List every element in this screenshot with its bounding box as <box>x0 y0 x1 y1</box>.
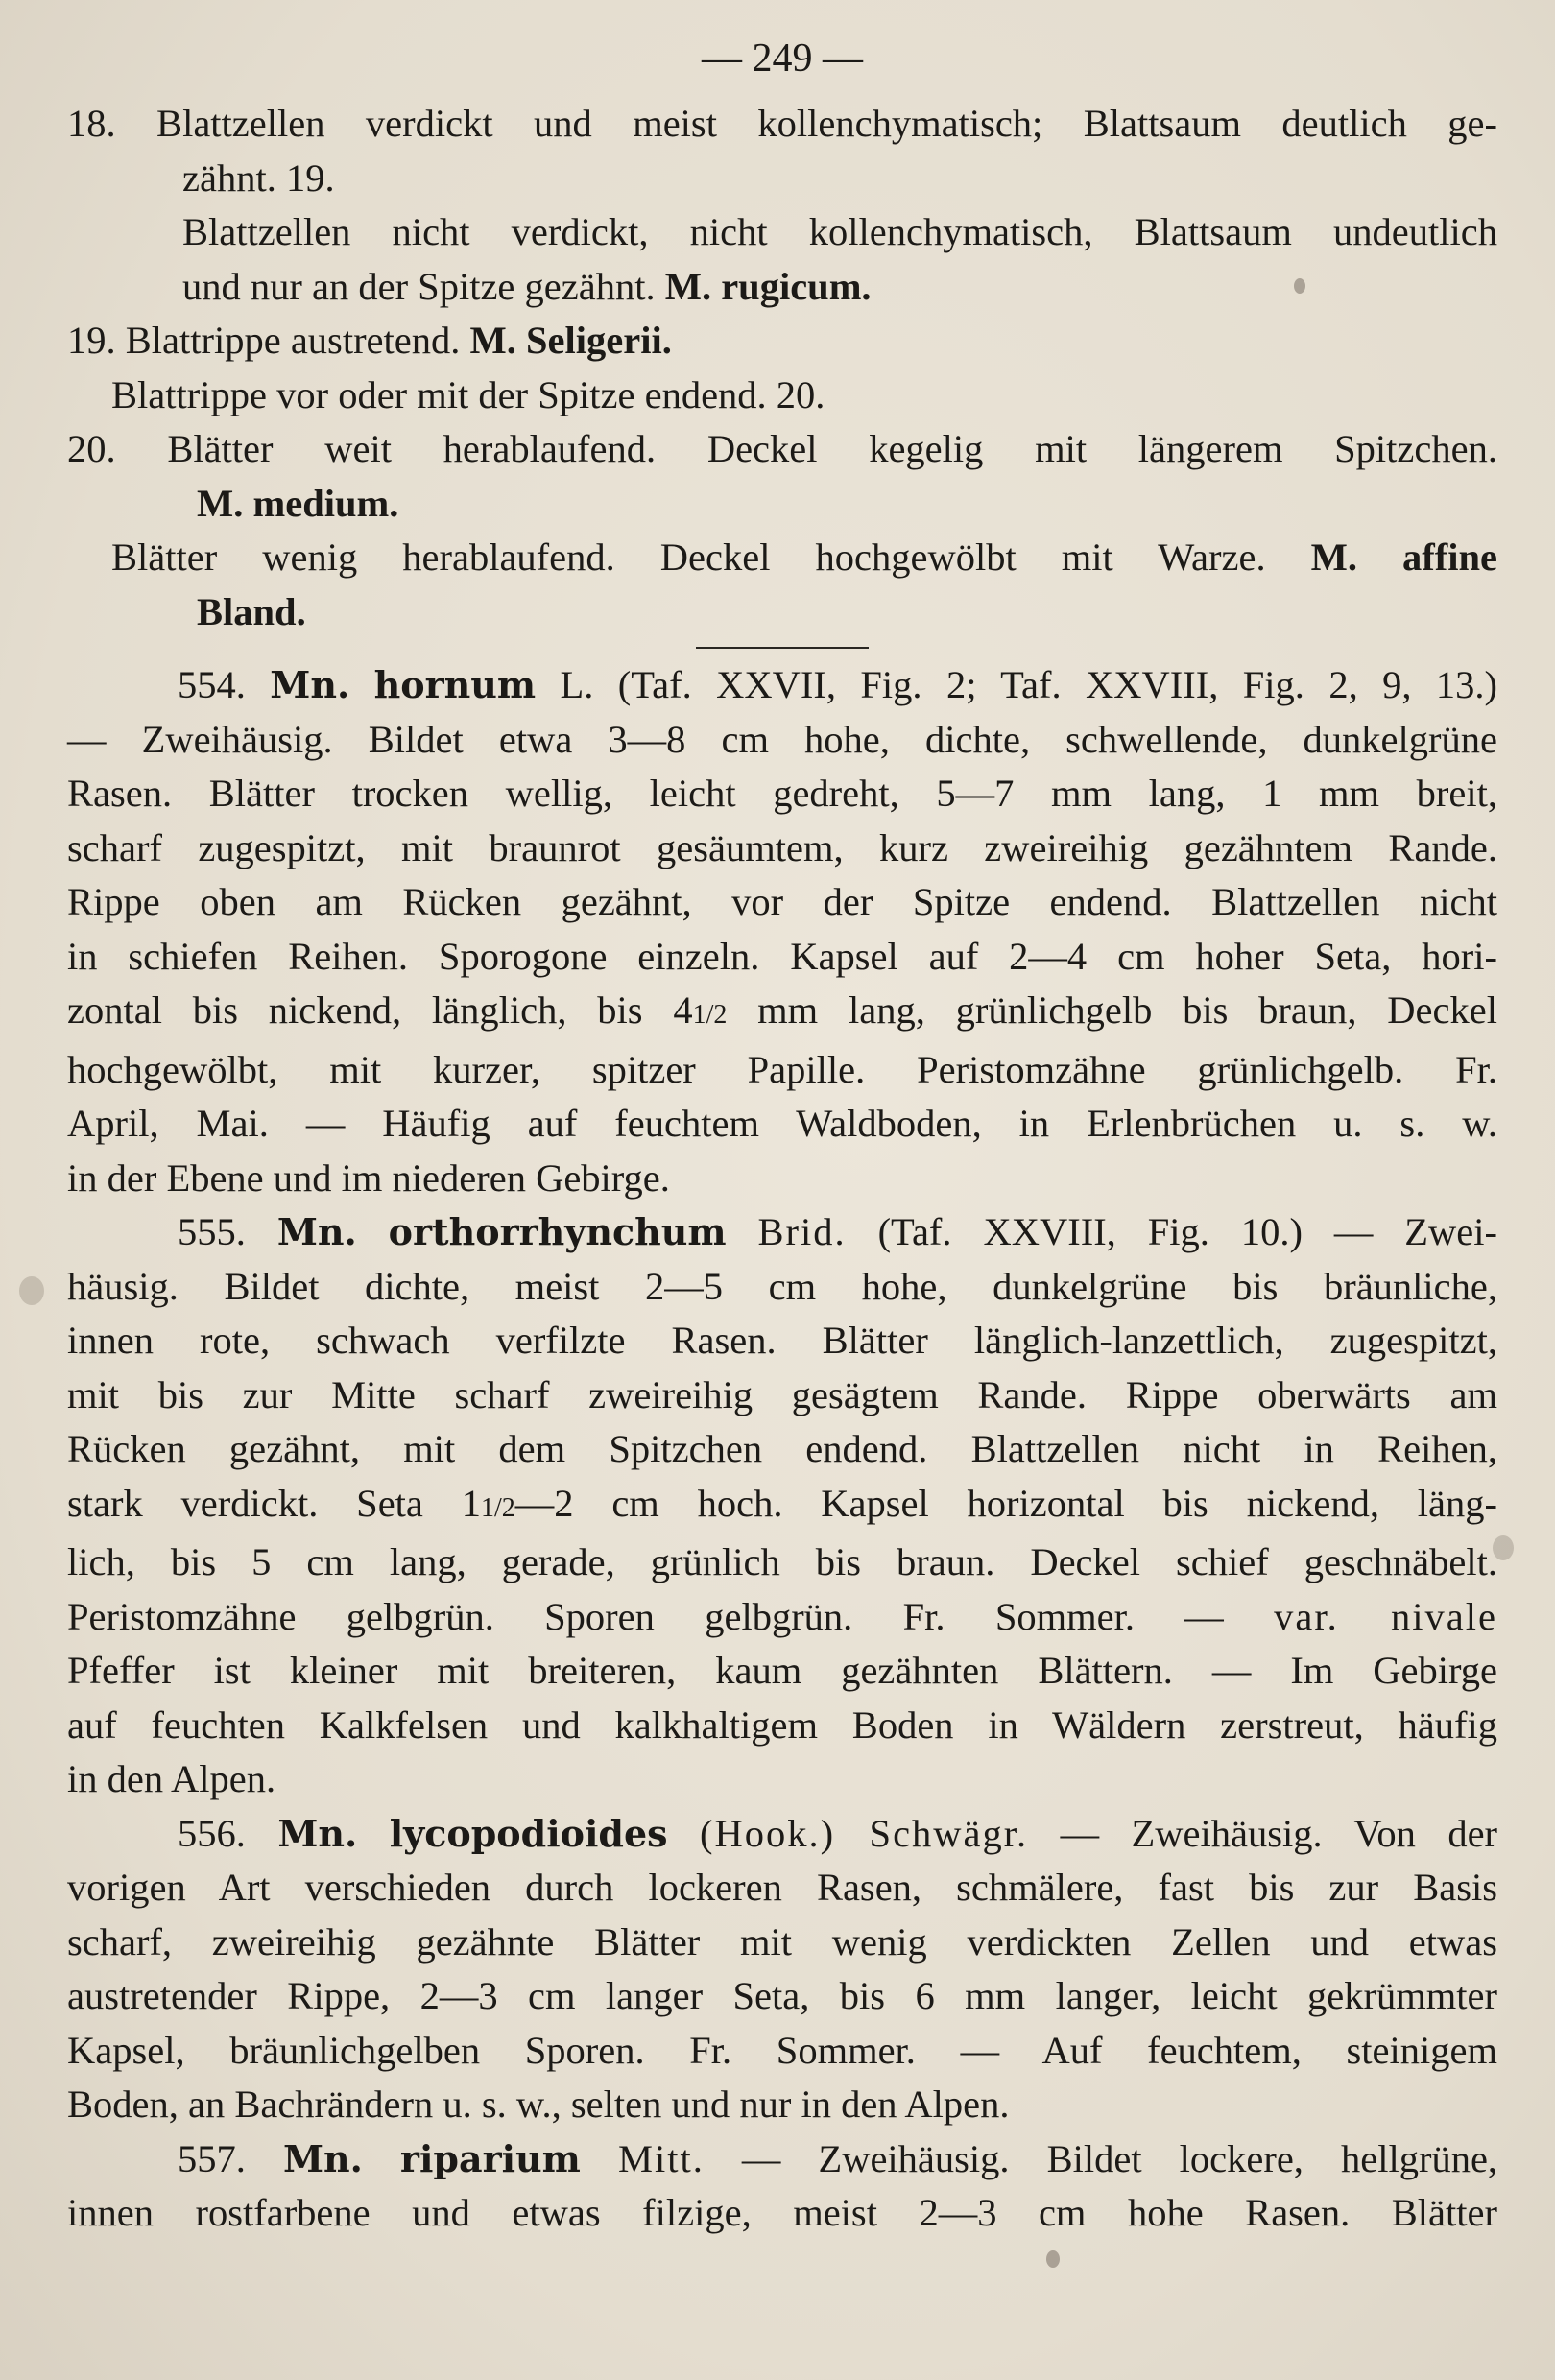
text-line: 554. Mn. hornum L. (Taf. XXVII, Fig. 2; Taf. XXVIII, Fig. 2, 9, 13.) <box>178 663 1498 706</box>
text-line: Peristomzähne gelbgrün. Sporen gelbgrün. Fr. Sommer. — var. nivale <box>67 1594 1498 1638</box>
species-name: Bland. <box>197 589 306 633</box>
text-line: Pfeffer ist kleiner mit breiteren, kaum gezähnten Blättern. — Im Gebirge <box>67 1649 1497 1692</box>
identification-key <box>67 97 1497 639</box>
text-line: 557. Mn. riparium Mitt. — Zweihäusig. Bildet lockere, hellgrüne, <box>178 2136 1498 2180</box>
text-line: Kapsel, bräunlichgelben Sporen. Fr. Sommer. — Auf feuchtem, steinigem <box>67 2028 1497 2072</box>
text-line: hochgewölbt, mit kurzer, spitzer Papille. Peristomzähne grünlichgelb. Fr. <box>67 1047 1497 1091</box>
text-line: Rippe oben am Rücken gezähnt, vor der Spitze endend. Blattzellen nicht <box>67 880 1497 923</box>
paper-stain <box>1493 1535 1514 1560</box>
key-line: 20. Blätter weit herablaufend. Deckel kegelig mit längerem Spitzchen. <box>67 427 1497 470</box>
species-554 <box>67 658 1497 1205</box>
text-line: stark verdickt. Seta 11/2—2 cm hoch. Kapsel horizontal bis nickend, läng- <box>67 1481 1497 1525</box>
text-line: 556. Mn. lycopodioides (Hook.) Schwägr. — Zweihäusig. Von der <box>178 1811 1498 1855</box>
key-line: 19. Blattrippe austretend. M. Seligerii. <box>67 319 672 362</box>
text-line: 555. Mn. orthorrhynchum Brid. (Taf. XXVIII, Fig. 10.) — Zwei- <box>178 1210 1498 1253</box>
species-epithet: riparium <box>399 2136 581 2180</box>
species-556 <box>67 1807 1497 2132</box>
species-name: M. Seligerii. <box>469 319 672 362</box>
text-line: April, Mai. — Häufig auf feuchtem Waldboden, in Erlenbrüchen u. s. w. <box>67 1102 1497 1145</box>
section-divider <box>696 647 869 649</box>
text-line: vorigen Art verschieden durch lockeren Rasen, schmälere, fast bis zur Basis <box>67 1866 1497 1909</box>
text-line: Rücken gezähnt, mit dem Spitzchen endend. Blattzellen nicht in Reihen, <box>67 1427 1497 1470</box>
species-557 <box>67 2132 1497 2241</box>
key-line: Blattrippe vor oder mit der Spitze endend. 20. <box>111 372 825 416</box>
text-line: in den Alpen. <box>67 1757 276 1800</box>
text-line: — Zweihäusig. Bildet etwa 3—8 cm hohe, dichte, schwellende, dunkelgrüne <box>67 717 1497 761</box>
text-line: lich, bis 5 cm lang, gerade, grünlich bis braun. Deckel schief geschnäbelt. <box>67 1540 1497 1583</box>
key-line: und nur an der Spitze gezähnt. M. rugicum. <box>182 264 872 308</box>
page-number: — 249 — <box>702 36 863 81</box>
key-line <box>67 477 1497 532</box>
key-line: Blätter wenig herablaufend. Deckel hochgewölbt mit Warze. M. affine <box>111 536 1498 579</box>
text-line: scharf, zweireihig gezähnte Blätter mit wenig verdickten Zellen und etwas <box>67 1919 1497 1964</box>
species-epithet: orthorrhynchum <box>388 1210 727 1253</box>
text-line: auf feuchten Kalkfelsen und kalkhaltigem Boden in Wäldern zerstreut, häufig <box>67 1702 1497 1747</box>
text-line: austretender Rippe, 2—3 cm langer Seta, bis 6 mm langer, leicht gekrümmter <box>67 1974 1497 2017</box>
species-name: M. medium. <box>197 481 399 525</box>
text-line: Boden, an Bachrändern u. s. w., selten und nur in den Alpen. <box>67 2082 1010 2126</box>
text-line: häusig. Bildet dichte, meist 2—5 cm hohe, dunkelgrüne bis bräunliche, <box>67 1264 1497 1308</box>
key-line <box>67 585 1497 640</box>
text-line: in schiefen Reihen. Sporogone einzeln. Kapsel auf 2—4 cm hoher Seta, hori- <box>67 934 1497 978</box>
text-line: zontal bis nickend, länglich, bis 41/2 mm lang, grünlichgelb bis braun, Deckel <box>67 988 1497 1032</box>
paper-stain <box>1294 278 1305 294</box>
paper-stain <box>1046 2250 1060 2268</box>
species-epithet: lycopodioides <box>389 1811 668 1855</box>
key-line: Blattzellen nicht verdickt, nicht kollenchymatisch, Blattsaum undeutlich <box>182 210 1497 253</box>
text-line: innen rote, schwach verfilzte Rasen. Blätter länglich-lanzettlich, zugespitzt, <box>67 1319 1497 1362</box>
text-line: scharf zugespitzt, mit braunrot gesäumtem, kurz zweireihig gezähntem Rande. <box>67 825 1497 869</box>
species-name: M. rugicum. <box>664 264 872 308</box>
key-line: zähnt. 19. <box>182 155 335 200</box>
key-line: 18. Blattzellen verdickt und meist kollenchymatisch; Blattsaum deutlich ge- <box>67 102 1497 145</box>
text-line: innen rostfarbene und etwas filzige, meist 2—3 cm hohe Rasen. Blätter <box>67 2191 1497 2234</box>
species-name: M. affine <box>1310 536 1498 579</box>
text-line: Rasen. Blätter trocken wellig, leicht gedreht, 5—7 mm lang, 1 mm breit, <box>67 772 1497 815</box>
text-line: mit bis zur Mitte scharf zweireihig gesägtem Rande. Rippe oberwärts am <box>67 1372 1497 1416</box>
species-epithet: hornum <box>373 663 537 706</box>
text-line: in der Ebene und im niederen Gebirge. <box>67 1155 670 1200</box>
species-555 <box>67 1205 1497 1807</box>
paper-stain <box>19 1276 44 1305</box>
